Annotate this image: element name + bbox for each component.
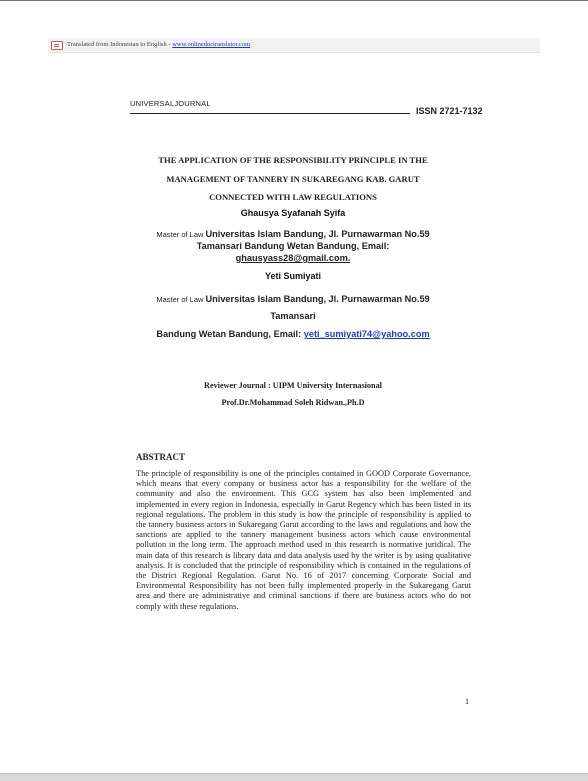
top-border: [0, 0, 588, 1]
reviewer-name: Prof.Dr.Mohammad Soleh Ridwan.,Ph.D: [221, 398, 365, 407]
translator-link[interactable]: www.onlinedoctranslator.com: [172, 41, 251, 48]
author-2-affiliation-line-2: Tamansari: [270, 311, 316, 321]
author-1-email[interactable]: ghausyass28@gmail.com.: [235, 253, 351, 263]
reviewer-journal: Reviewer Journal : UIPM University Internasional: [204, 381, 382, 390]
page-number: 1: [465, 697, 469, 706]
paper-title-line-2: MANAGEMENT OF TANNERY IN SUKAREGANG KAB. GARUT: [166, 174, 420, 184]
author-2-email[interactable]: yeti_sumiyati74@yahoo.com: [303, 329, 430, 339]
author-2-name: Yeti Sumiyati: [264, 271, 322, 281]
author-2-affiliation-line-3: Bandung Wetan Bandung, Email: yeti_sumiyati74@yahoo.com: [156, 329, 430, 339]
journal-name: UNIVERSALJOURNAL: [130, 99, 211, 108]
header-rule: [130, 113, 410, 114]
translation-text: Translated from Indonesian to English - www.onlinedoctranslator.com: [67, 41, 251, 48]
paper-title-line-3: CONNECTED WITH LAW REGULATIONS: [209, 192, 377, 202]
author-1-affiliation-line-2: Tamansari Bandung Wetan Bandung, Email:: [196, 241, 390, 251]
paper-title-line-1: THE APPLICATION OF THE RESPONSIBILITY PRINCIPLE IN THE: [158, 155, 428, 165]
abstract-body: The principle of responsibility is one of the principles contained in GOOD Corporate Governance, which means that every company or business actor has a responsibility for the welfare of the community and also the environment. This GCG system has also been implemented and implemented in every region in Indonesia, especially in Garut Regency which has been listed in its regional regulations. The problem in this study is how the principle of responsibility is applied to the tannery business actors in Sukaregang Garut according to the laws and regulations and how the sanctions are applied to the tannery management business actors which cause environmental pollution in the long term. The approach method used in this research is normative juridical. The main data of this research is library data and data analysis used by the writer is by using qualitative analysis. It is concluded that the principle of responsibility which is contained in the regulations of the District Regional Regulation. Garut No. 16 of 2017 concerning Corporate Social and Environmental Responsibility has not been fully implemented properly in the Sukaregang Garut area and there are administrative and criminal sanctions if there are business actors who do not comply with these regulations.: [136, 469, 471, 611]
author-2-affiliation-line-1: Master of Law Universitas Islam Bandung, Jl. Purnawarman No.59: [156, 294, 430, 304]
translate-icon: [51, 41, 63, 50]
translation-banner: [48, 38, 540, 53]
issn: ISSN 2721-7132: [416, 106, 483, 116]
abstract-heading: ABSTRACT: [136, 452, 186, 462]
author-1-name: Ghausya Syafanah Syifa: [240, 208, 346, 218]
author-1-affiliation-line-1: Master of Law Universitas Islam Bandung, Jl. Purnawarman No.59: [156, 229, 430, 239]
